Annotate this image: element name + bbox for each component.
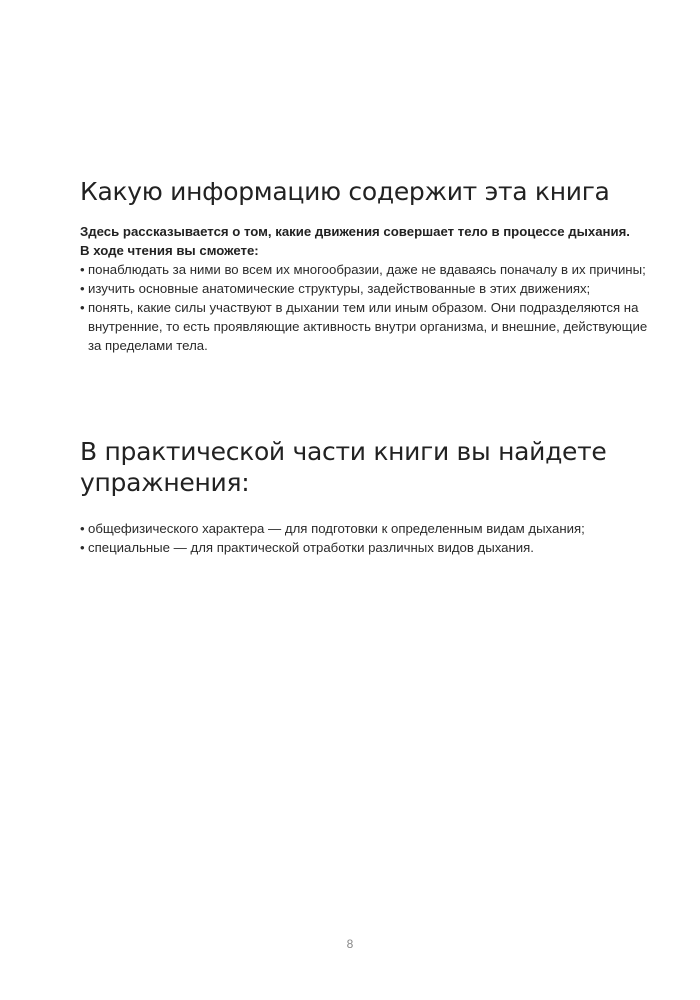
heading-line-1: В практической части книги вы найдете <box>80 437 607 466</box>
list-item <box>80 260 650 279</box>
page-number: 8 <box>346 937 354 951</box>
bullet-icon: • <box>80 540 85 555</box>
bullet-list <box>80 260 650 355</box>
list-item <box>80 279 650 298</box>
list-item <box>80 538 650 557</box>
lead-line-1: Здесь рассказывается о том, какие движения совершает тело в процессе дыхания. <box>80 224 630 239</box>
bullet-icon: • <box>80 262 85 277</box>
heading-line-2: упражнения: <box>80 468 250 497</box>
list-item-text: специальные — для практической отработки различных видов дыхания. <box>88 540 534 555</box>
section-heading: Какую информацию содержит эта книга <box>80 177 610 206</box>
lead-paragraph <box>80 222 650 260</box>
bullet-icon: • <box>80 521 85 536</box>
bullet-list <box>80 519 650 557</box>
section-heading <box>80 436 650 498</box>
bullet-icon: • <box>80 300 85 315</box>
lead-line-2: В ходе чтения вы сможете: <box>80 243 259 258</box>
list-item-text: понять, какие силы участвуют в дыхании тем или иным образом. Они подразделяются на внутренние, то есть проявляющие активность внутри организма, и внешние, действующие за пределами тела. <box>88 300 648 353</box>
book-contents-section <box>80 176 650 355</box>
list-item <box>80 519 650 538</box>
exercises-section <box>80 436 650 557</box>
list-item <box>80 298 650 355</box>
list-item-text: изучить основные анатомические структуры, задействованные в этих движениях; <box>88 281 591 296</box>
list-item-text: понаблюдать за ними во всем их многообразии, даже не вдаваясь поначалу в их причины; <box>88 262 646 277</box>
bullet-icon: • <box>80 281 85 296</box>
list-item-text: общефизического характера — для подготовки к определенным видам дыхания; <box>88 521 585 536</box>
